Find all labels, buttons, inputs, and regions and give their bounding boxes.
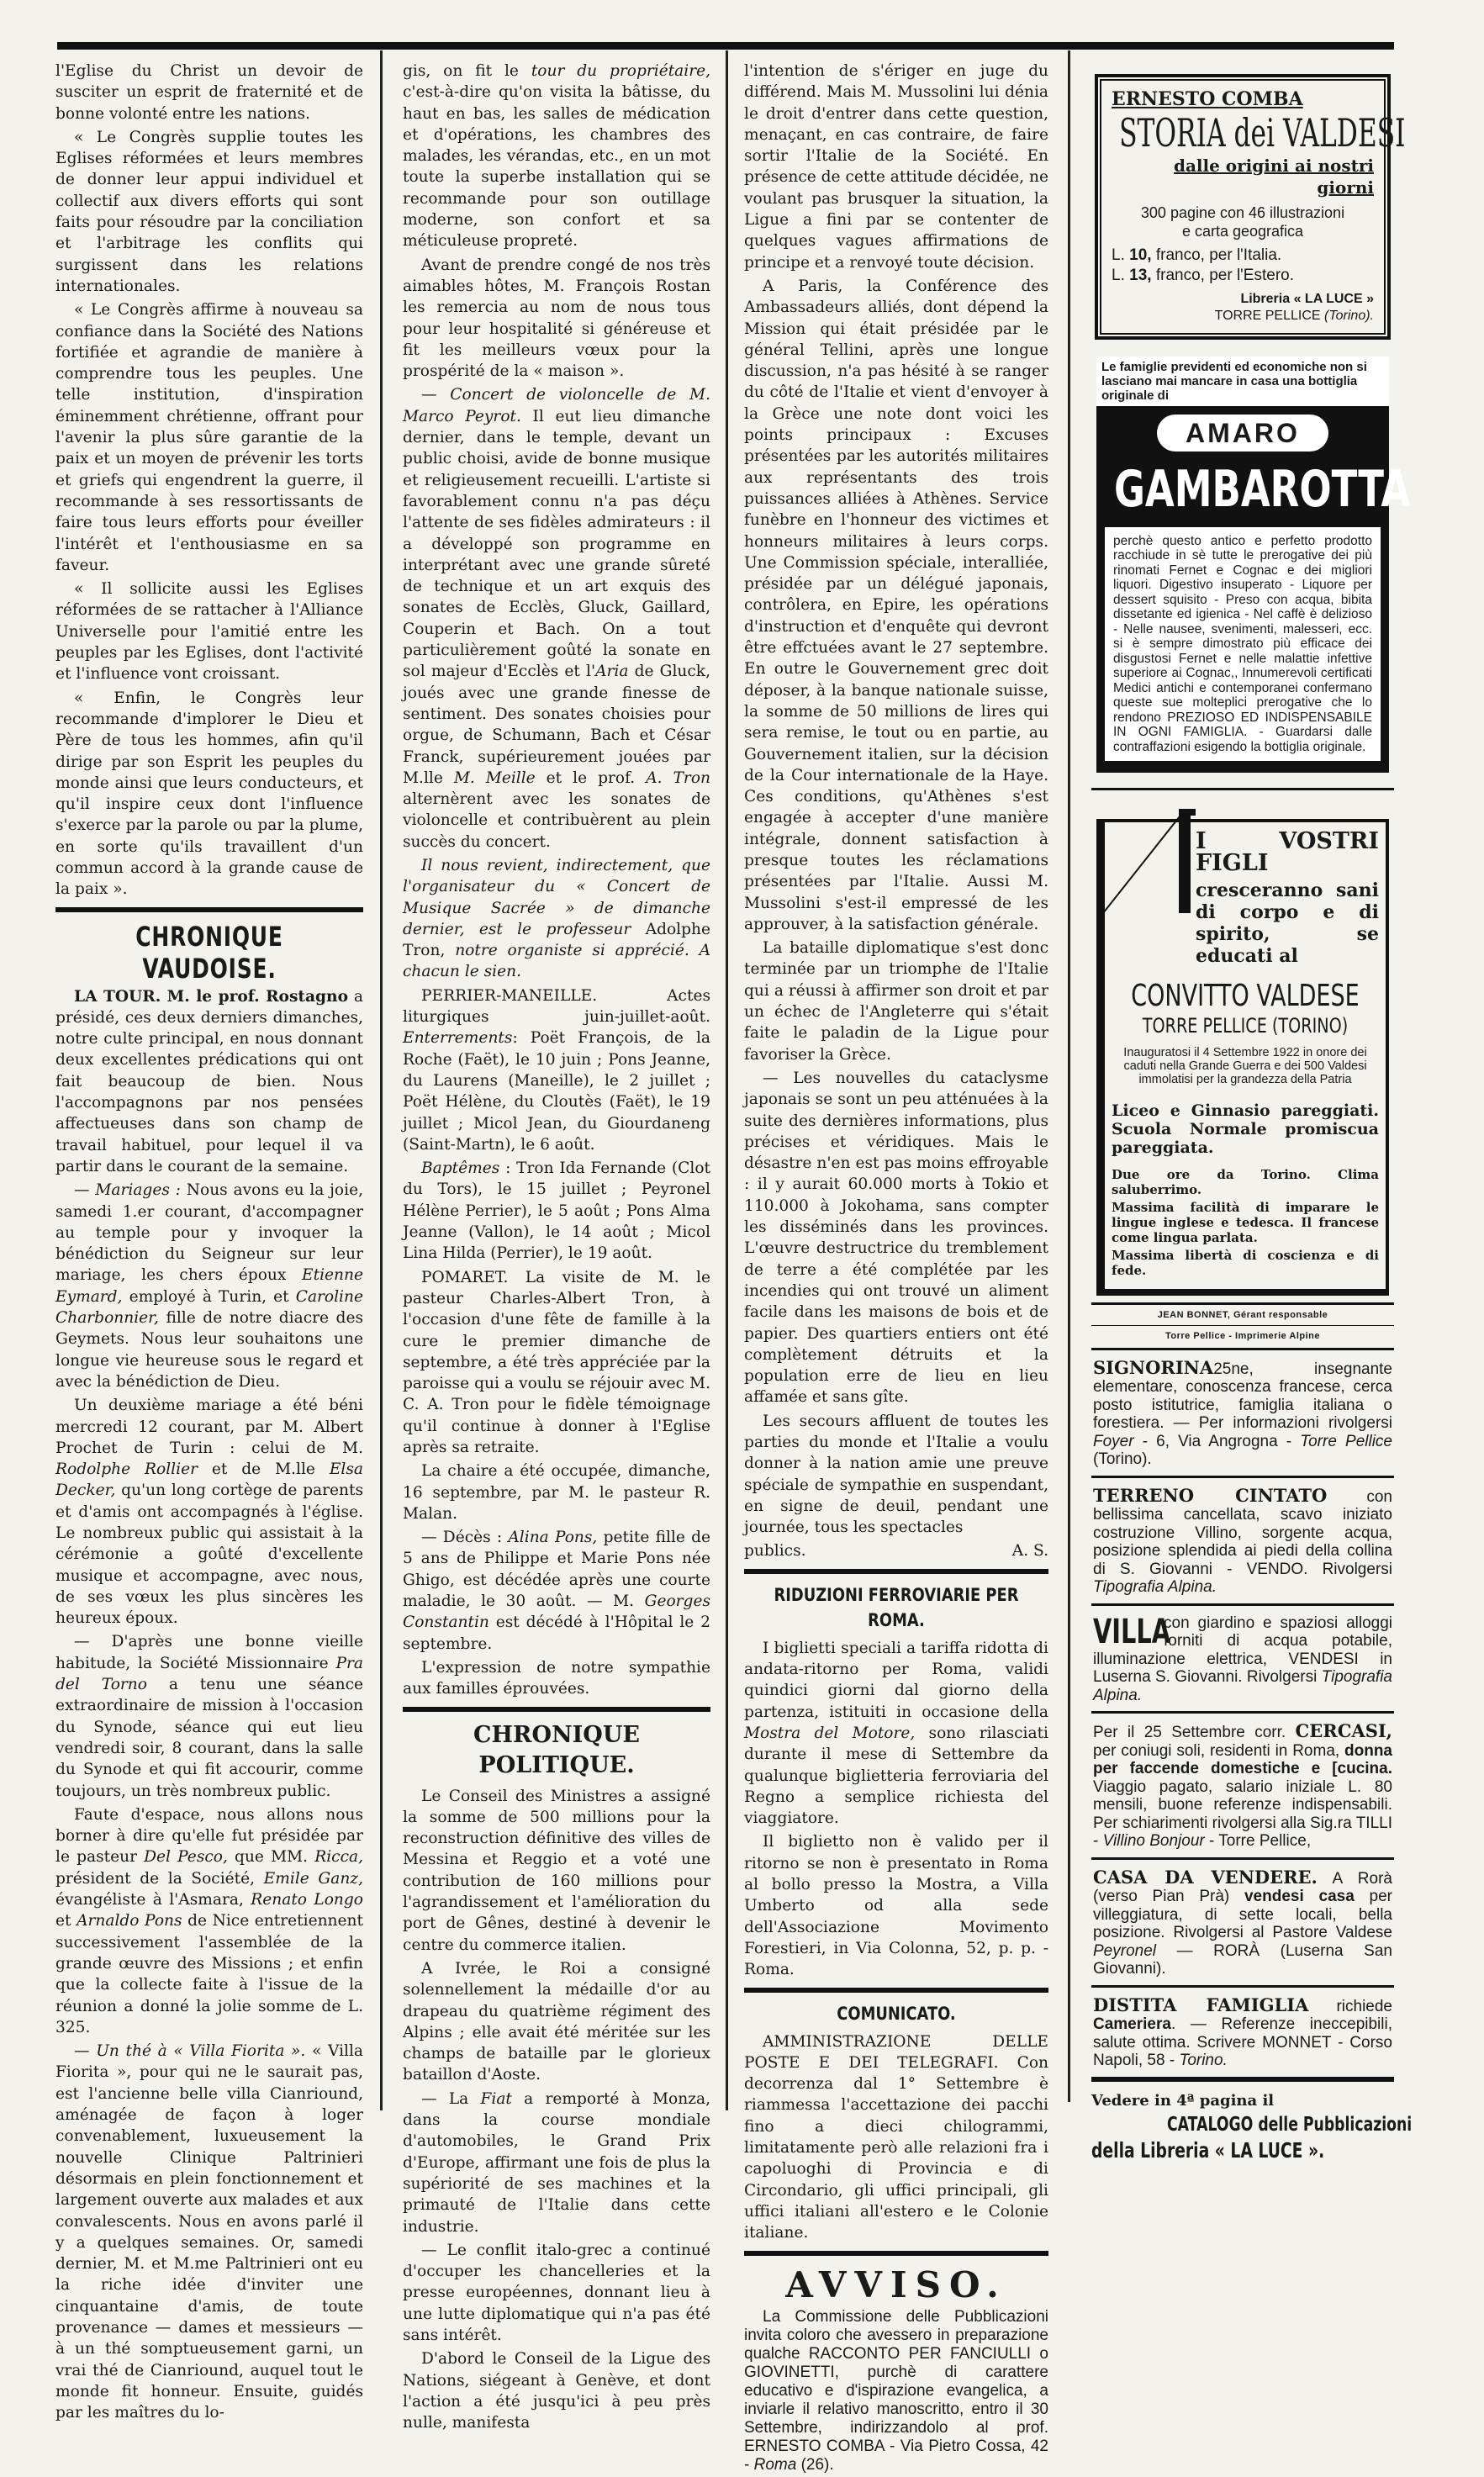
heading-avviso: AVVISO. bbox=[785, 2263, 1007, 2305]
ad-storia-dei-valdesi: ERNESTO COMBA STORIA dei VALDESI dalle origini ai nostri giorni 300 pagine con 46 illustrazioni e carta geografica L. 10, franco, per l'Italia. L. 13, franco, per l'Estero. Libreria « LA LUCE » TORRE PELLICE (Torino). bbox=[1096, 76, 1389, 338]
imprint-gerant: JEAN BONNET, Gérant responsable bbox=[1157, 1309, 1328, 1320]
paragraph: gis, on fit le tour du propriétaire, c'est-à-dire qu'on visita la bâtisse, du haut en bas, les salles de médication et d'opérations, les chambres des malades, les vérandas, etc., en un mot toute la superbe installation qui se recommande pour son outillage moderne, son confort et sa méticuleuse propreté. bbox=[403, 62, 711, 251]
author-signature: A. S. bbox=[1011, 1542, 1048, 1561]
paragraph: A Paris, la Conférence des Ambassadeurs alliés, dont dépend la Mission qui était présidée par le général Tellini, après une longue discussion, n'a pas hésité à se ranger du côté de l'Italie et vient d'envoyer à la Grèce une note dont voici les points principaux : Excuses présentées par les autorités militaires aux représentants des trois puissances alliées à Athènes. Service funèbre en l'honneur des victimes et honneurs militaires à leurs corps. Une Commission spéciale, interalliée, présidée par un délégué japonais, contrôlera, en Epire, les opérations d'instruction et d'enquête qui devront être effctuées avant le 27 septembre. En outre le Gouvernement grec doit déposer, à la banque nationale suisse, la somme de 50 millions de lires qui sera remise, le tout ou en partie, au Gouvernement italien, sur la décision de la Cour internationale de la Haye. Ces conditions, qu'Athènes s'est engagée à accepter d'une manière intégrale, donnent satisfaction à presque toutes les réclamations présentées par l'Italie. Aussi M. Mussolini s'est-il empressé de les approuver, à la satisfaction générale. bbox=[744, 277, 1048, 933]
section-rule bbox=[55, 907, 363, 912]
paragraph: Faute d'espace, nous allons nous borner à dire qu'elle fut présidée par le pasteur Del Pesco, que MM. Ricca, président de la Société, Emile Ganz, évangéliste à l'Asmara, Renato Longo et Arnaldo Pons de Nice entretiennent successivement l'assemblée de la grande œuvre des Missions ; et enfin que la collecte faite à l'issue de la réunion a donné la jolie somme de L. 325. bbox=[55, 1805, 363, 2036]
classified-terreno: TERRENO CINTATO con bellissima cancellata, scavo iniziato costruzione Villino, sorgente acqua, posizione splendida ai piedi della collina di S. Giovanni - VENDO. Rivolgersi Tipografia Alpina. bbox=[1093, 1484, 1392, 1597]
heading-chronique-vaudoise: CHRONIQUE VAUDOISE. bbox=[135, 920, 283, 985]
paragraph: Le Conseil des Ministres a assigné la somme de 500 millions pour la reconstruction définitive des villes de Messina et Reggio et a voté une contribution de 160 millions pour l'agrandissement et l'amélioration du port de Gênes, destiné à devenir le centre du commerce italien. bbox=[403, 1787, 710, 1954]
paragraph: — La Fiat a remporté à Monza, dans la course mondiale d'automobiles, le Grand Prix d'Europe, affirmant une fois de plus la supériorité de ses machines et la primauté de l'Italie dans cette industrie. bbox=[403, 2089, 710, 2236]
paragraph: l'Eglise du Christ un devoir de susciter un esprit de fraternité et de bonne volonté entre les nations. bbox=[55, 62, 363, 123]
ad-title: STORIA dei VALDESI bbox=[1119, 110, 1406, 156]
classified-famiglia: DISTITA FAMIGLIA richiede Cameriera. — Referenze ineccepibili, salute ottima. Scrivere MONNET - Corso Napoli, 58 - Torino. bbox=[1093, 1994, 1392, 2070]
catalogo-notice: Vedere in 4ª pagina il CATALOGO delle Pubblicazioni della Libreria « LA LUCE ». bbox=[1091, 2091, 1413, 2163]
signature-line: publics. A. S. bbox=[744, 1540, 1048, 1561]
column-divider bbox=[380, 50, 383, 2110]
paragraph: Avant de prendre congé de nos très aimables hôtes, M. François Rostan les remercia au nom de nous tous pour leur hospitalité si généreuse et fit les meilleurs vœux pour la prospérité de la « maison ». bbox=[403, 256, 710, 381]
heading-riduzioni: RIDUZIONI FERROVIARIE PER ROMA. bbox=[774, 1584, 1019, 1630]
paragraph: La Commissione delle Pubblicazioni invita coloro che avessero in preparazione qualche RACCONTO PER FANCIULLI o GIOVINETTI, purchè di carattere educativo e d'ispirazione evangelica, a inviarle il relativo manoscritto, entro il 30 Settembre, indirizzandolo al prof. ERNESTO COMBA - Via Pietro Cossa, 42 - Roma (26). bbox=[744, 2307, 1048, 2474]
section-rule bbox=[403, 1707, 710, 1712]
section-rule bbox=[1091, 2077, 1394, 2082]
column-2 bbox=[403, 61, 710, 2436]
ad-brand: GAMBAROTTA bbox=[1114, 459, 1411, 519]
paragraph: La bataille diplomatique s'est donc terminée par un triomphe de l'Italie qui a réussi à affirmer son droit et par un échec de l'Angleterre qui s'était faite le paladin de la Ligue pour favoriser la Grèce. bbox=[744, 939, 1048, 1064]
paragraph: POMARET. La visite de M. le pasteur Charles-Albert Tron, à l'occasion d'une fête de famille à la cure le premier dimanche de septembre, a été très appréciée par la paroisse qui a voulu se réjouir avec M. C. A. Tron pour le fidèle témoignage qu'il continue à donner à l'Eglise après sa retraite. bbox=[403, 1268, 710, 1456]
ad-author: ERNESTO COMBA bbox=[1112, 88, 1303, 110]
section-rule bbox=[744, 1569, 1048, 1574]
heading-chronique-politique: CHRONIQUE POLITIQUE. bbox=[473, 1721, 640, 1778]
ad-amaro-gambarotta: Le famiglie previdenti ed economiche non si lasciano mai mancare in casa una bottiglia originale di AMARO GAMBAROTTA perchè questo antico e perfetto prodotto racchiude in sè tutte le prerogative dei più rinomati Fernet e Cognac e dei migliori liquori. Digestivo insuperato - Liquore per dessert squisito - Preso con acqua, bibita dissetante ed igienica - Nel caffè è delizioso - Nelle nausee, svenimenti, malesseri, ecc. si è sempre dimostrato più efficace dei disgustosi Fernet e nelle malattie infettive superiore ai Cognac,, Innumerevoli certificati Medici antichi e contemporanei confermano queste sue molteplici prerogative che lo rendono PREZIOSO ED INDISPENSABILE IN OGNI FAMIGLIA. - Guardarsi dalle contraffazioni esigendo la bottiglia originale. bbox=[1096, 356, 1389, 774]
section-rule bbox=[1091, 1348, 1394, 1350]
paragraph: L'expression de notre sympathie aux familles éprouvées. bbox=[403, 1658, 710, 1698]
section-rule bbox=[744, 2251, 1048, 2256]
paragraph: Baptêmes : Tron Ida Fernande (Clot du Tors), le 15 juillet ; Peyronel Hélène Perrier), le 5 août ; Pons Alma Jeanne (Vallon), le 14 août ; Micol Lina Hilda (Perrier), le 19 août. bbox=[403, 1159, 710, 1263]
paragraph: D'abord le Conseil de la Ligue des Nations, siégeant à Genève, et dont l'action a été jusqu'ici à peu près nulle, manifesta bbox=[403, 2350, 710, 2432]
paragraph: Un deuxième mariage a été béni mercredi 12 courant, par M. Albert Prochet de Turin : celui de M. Rodolphe Rollier et de M.lle Elsa Decker, qu'un long cortège de parents et d'amis ont accompagnés à l'église. Le nombreux public qui assistait à la cérémonie a goûté d'excellente musique et accompagne, avec nous, de ses vœux les plus sincères les heureux époux. bbox=[55, 1397, 363, 1628]
section-rule bbox=[1091, 1476, 1394, 1478]
paragraph: A Ivrée, le Roi a consigné solennellement la médaille d'or au drapeau du quatrième régiment des Alpins ; elle avait été méritée sur les champs de bataille par le glorieux bataillon d'Aoste. bbox=[403, 1959, 710, 2084]
paragraph: PERRIER-MANEILLE. Actes liturgiques juin-juillet-août. Enterrements: Poët François, de la Roche (Faët), le 10 juin ; Pons Jeanne, du Laurens (Maneille), le 2 juillet ; Poët Hélène, du Cloutès (Faët), le 19 juillet ; Micol Jean, du Giourdaneng (Saint-Martn), le 6 août. bbox=[403, 986, 710, 1154]
classified-signorina: SIGNORINA25ne, insegnante elementare, conoscenza francese, cerca posto istitutrice, famiglia italiana o forestiera. — Per informazioni rivolgersi Foyer - 6, Via Angrogna - Torre Pellice (Torino). bbox=[1093, 1356, 1392, 1469]
section-rule bbox=[1091, 1711, 1394, 1714]
paragraph: — Concert de violoncelle de M. Marco Peyrot. Il eut lieu dimanche dernier, dans le temple, devant un public choisi, avide de bonne musique et religieusement recueilli. L'artiste si favorablement connu n'a pas déçu l'attente de ses fidèles admirateurs : il a développé son programme en interprétant avec une grande sûreté de technique et un art exquis des sonates de Ecclès, Gluck, Gaillard, Couperin et Bach. On a tout particulièrement goûté la sonate en sol majeur d'Ecclès et l'Aria de Gluck, joués avec une grande finesse de sentiment. Des sonates choisies pour orgue, de Schumann, Bach et César Franck, supérieurement jouées par M.lle M. Meille et le prof. A. Tron alternèrent avec les sonates de violoncelle et contribuèrent au plein succès du concert. bbox=[403, 386, 710, 851]
paragraph: — Mariages : Nous avons eu la joie, samedi 1.er courant, d'accompagner au temple pour y invoquer la bénédiction du Seigneur sur leur mariage, les chers époux Etienne Eymard, employé à Turin, et Caroline Charbonnier, fille de notre diacre des Geymets. Nous leur souhaitons une longue vie heureuse sous le regard et avec la bénédiction de Dieu. bbox=[55, 1181, 363, 1391]
section-rule bbox=[1091, 1325, 1394, 1326]
paragraph: Il biglietto non è valido per il ritorno se non è presentato in Roma al bollo presso la Mostra, a Villa Umberto od alla sede dell'Associazione Movimento Forestieri, in Via Colonna, 52, p. p. - Roma. bbox=[744, 1833, 1048, 1979]
paragraph: « Le Congrès affirme à nouveau sa confiance dans la Société des Nations fortifiée et agrandie de manière à comprendre tous les peuples. Une telle institution, d'inspiration éminemment chrétienne, offrant pour l'avenir la plus sûre garantie de la paix et un moyen de prévenir les torts et griefs qui engendrent la guerre, il recommande à ses ressortissants de faire tous leurs efforts pour éveiller l'intérêt et l'enthousiasme en sa faveur. bbox=[55, 301, 363, 574]
column-4-advertisements bbox=[1091, 71, 1413, 2164]
section-rule bbox=[1091, 1857, 1394, 1860]
classified-cercasi: Per il 25 Settembre corr. CERCASI, per coniugi soli, residenti in Roma, donna per faccende domestiche e [cucina. Viaggio pagato, salario iniziale L. 80 mensili, buone referenze indispensabili. Per schiarimenti rivolgersi alla Sig.ra TILLI - Villino Bonjour - Torre Pellice, bbox=[1093, 1720, 1392, 1851]
paragraph: — Un thé à « Villa Fiorita ». « Villa Fiorita », pour qui ne le saurait pas, est l'ancienne belle villa Cianriound, aménagée de façon à loger convenablement, luxueusement la nouvelle Clinique Paltrinieri désormais en plein fonctionnement et largement ouverte aux malades et aux convalescents. Nous en avons parlé il y a quelques semaines. Or, samedi dernier, M. et M.me Paltrinieri ont eu la riche idée d'inviter une cinquantaine d'amis, de toute provenance — dames et messieurs — à un thé somptueusement garni, un vrai thé de Cianriound, auquel tout le monde fit honneur. Ensuite, guidés par les maîtres du lo- bbox=[55, 2042, 363, 2422]
paragraph: — Les nouvelles du cataclysme japonais se sont un peu atténuées à la suite des dernières informations, plus précises et véridiques. Mais le désastre n'en est pas moins effroyable : il y aurait 60.000 morts à Tokio et 110.000 à Jokohama, sans compter les disséminés dans les provinces. L'œuvre destructrice du tremblement de terre a été complétée par les incendies qui ont trouvé un aliment facile dans les maisons de bois et de papier. Des quartiers entiers ont été complètement détruits et la population erre de lieu en lieu affamée et sans gîte. bbox=[744, 1069, 1048, 1407]
paragraph: « Le Congrès supplie toutes les Eglises réformées et leurs membres de donner leur appui individuel et collectif aux divers efforts qui sont faits pour résoudre par la conciliation et l'arbitrage les conflits qui surgissent dans les relations internationales. bbox=[55, 128, 363, 295]
column-divider bbox=[1068, 50, 1070, 2102]
section-rule bbox=[744, 1988, 1048, 1993]
classified-villa: VILLA con giardino e spaziosi alloggi forniti di acqua potabile, illuminazione elettrica, VENDESI in Luserna S. Giovanni. Rivolgersi Tipografia Alpina. bbox=[1093, 1612, 1392, 1704]
heading-comunicato: COMUNICATO. bbox=[837, 2003, 956, 2024]
paragraph: Les secours affluent de toutes les parties du monde et l'Italie a voulu donner à la nation amie une preuve spéciale de sympathie en suspendant, en signe de deuil, pendant une journée, tous les spectacles bbox=[744, 1412, 1048, 1537]
paragraph: Il nous revient, indirectement, que l'organisateur du « Concert de Musique Sacrée » de dimanche dernier, est le professeur Adolphe Tron, notre organiste si apprécié. A chacun le sien. bbox=[403, 856, 710, 981]
paragraph: La chaire a été occupée, dimanche, 16 septembre, par M. le pasteur R. Malan. bbox=[403, 1462, 710, 1523]
ad-title: CONVITTO VALDESE bbox=[1131, 979, 1360, 1014]
paragraph: LA TOUR. M. le prof. Rostagno a présidé, ces deux derniers dimanches, notre culte principal, en nous donnant deux excellentes prédications qui ont fait beaucoup de bien. Nous l'accompagnons par nos pensées affectueuses dans son champ de travail habituel, pour lequel il va partir dans le courant de la semaine. bbox=[55, 987, 363, 1175]
ad-subtitle: dalle origini ai nostri giorni bbox=[1173, 156, 1374, 198]
top-rule bbox=[57, 42, 1394, 50]
section-rule bbox=[1091, 1302, 1394, 1305]
paragraph: AMMINISTRAZIONE DELLE POSTE E DEI TELEGRAFI. Con decorrenza dal 1° Settembre è riammessa l'accettazione dei pacchi fino a dieci chilogrammi, limitatamente però alle relazioni fra i capoluoghi di Provincia e di Circondario, gli uffici principali, gli uffici italiani all'estero e le Colonie italiane. bbox=[744, 2032, 1048, 2242]
column-divider bbox=[726, 50, 728, 2110]
paragraph: — Le conflit italo-grec a continué d'occuper les chancelleries et la presse européennes, donnant lieu à une lutte diplomatique qui n'a pas été sans intérêt. bbox=[403, 2241, 710, 2344]
imprint-printer: Torre Pellice - Imprimerie Alpine bbox=[1165, 1330, 1320, 1341]
ad-convitto-valdese: I VOSTRI FIGLI cresceranno sani di corpo e di spirito, se educati al CONVITTO VALDESE TORRE PELLICE (TORINO) Inauguratosi il 4 Settembre 1922 in onore dei caduti nella Grande Guerra e dei 500 Valdesi immolatisi per la grandezza della Patria Liceo e Ginnasio pareggiati. Scuola Normale promiscua pareggiata. Due ore da Torino. Clima saluberrimo. Massima facilità di imparare le lingue inglese e tedesca. Il francese come lingua parlata. Massima libertà di coscienza e di fede. bbox=[1096, 819, 1389, 1295]
paragraph: l'intention de s'ériger en juge du différend. Mais M. Mussolini lui dénia le droit d'entrer dans cette question, menaçant, en cas contraire, de faire sortir l'Italie de la Société. En présence de cette attitude décidée, ne voulant pas brusquer la situation, la Ligue a fini par se contenter de quelques vagues affirmations de principe et a renvoyé toute décision. bbox=[744, 62, 1048, 272]
column-3 bbox=[744, 61, 1048, 2477]
column-1 bbox=[55, 61, 363, 2426]
paragraph: « Il sollicite aussi les Eglises réformées de se rattacher à l'Alliance Universelle pour l'amitié entre les peuples par les Eglises, dont l'activité et l'influence vont croissant. bbox=[55, 580, 363, 684]
paragraph: — Décès : Alina Pons, petite fille de 5 ans de Philippe et Marie Pons née Ghigo, est décédée après une courte maladie, le 30 août. — M. Georges Constantin est décédé à l'Hôpital le 2 septembre. bbox=[403, 1529, 711, 1653]
ad-amaro-label: AMARO bbox=[1157, 415, 1328, 452]
classified-casa: CASA DA VENDERE. A Rorà (verso Pian Prà) vendesi casa per villeggiatura, di sette locali, bella posizione. Rivolgersi al Pastore Valdese Peyronel — RORÀ (Luserna San Giovanni). bbox=[1093, 1866, 1392, 1978]
folded-corner-icon bbox=[1095, 789, 1196, 915]
paragraph: — D'après une bonne vieille habitude, la Société Missionnaire Pra del Torno a tenu une séance extraordinaire de mission à l'occasion du Synode, séance qui eut lieu vendredi soir, 8 courant, dans la salle du Synode et qui fit accourir, comme toujours, un très nombreux public. bbox=[55, 1633, 363, 1800]
paragraph: « Enfin, le Congrès leur recommande d'implorer le Dieu et Père de tous les hommes, afin qu'il dirige par son Esprit les peuples du monde ainsi que leurs conducteurs, et qu'il inspire ceux dont l'influence s'exerce par la parole ou par la plume, en sorte qu'ils travaillent d'un commun accord à la grande cause de la paix ». bbox=[55, 689, 363, 899]
section-rule bbox=[1091, 1985, 1394, 1988]
section-rule bbox=[1091, 1603, 1394, 1606]
paragraph: I biglietti speciali a tariffa ridotta di andata-ritorno per Roma, validi quindici giorni dal giorno della partenza, istituiti in occasione della Mostra del Motore, sono rilasciati durante il mese di Settembre da qualunque biglietteria ferroviaria del Regno a semplice richiesta del viaggiatore. bbox=[744, 1639, 1048, 1828]
